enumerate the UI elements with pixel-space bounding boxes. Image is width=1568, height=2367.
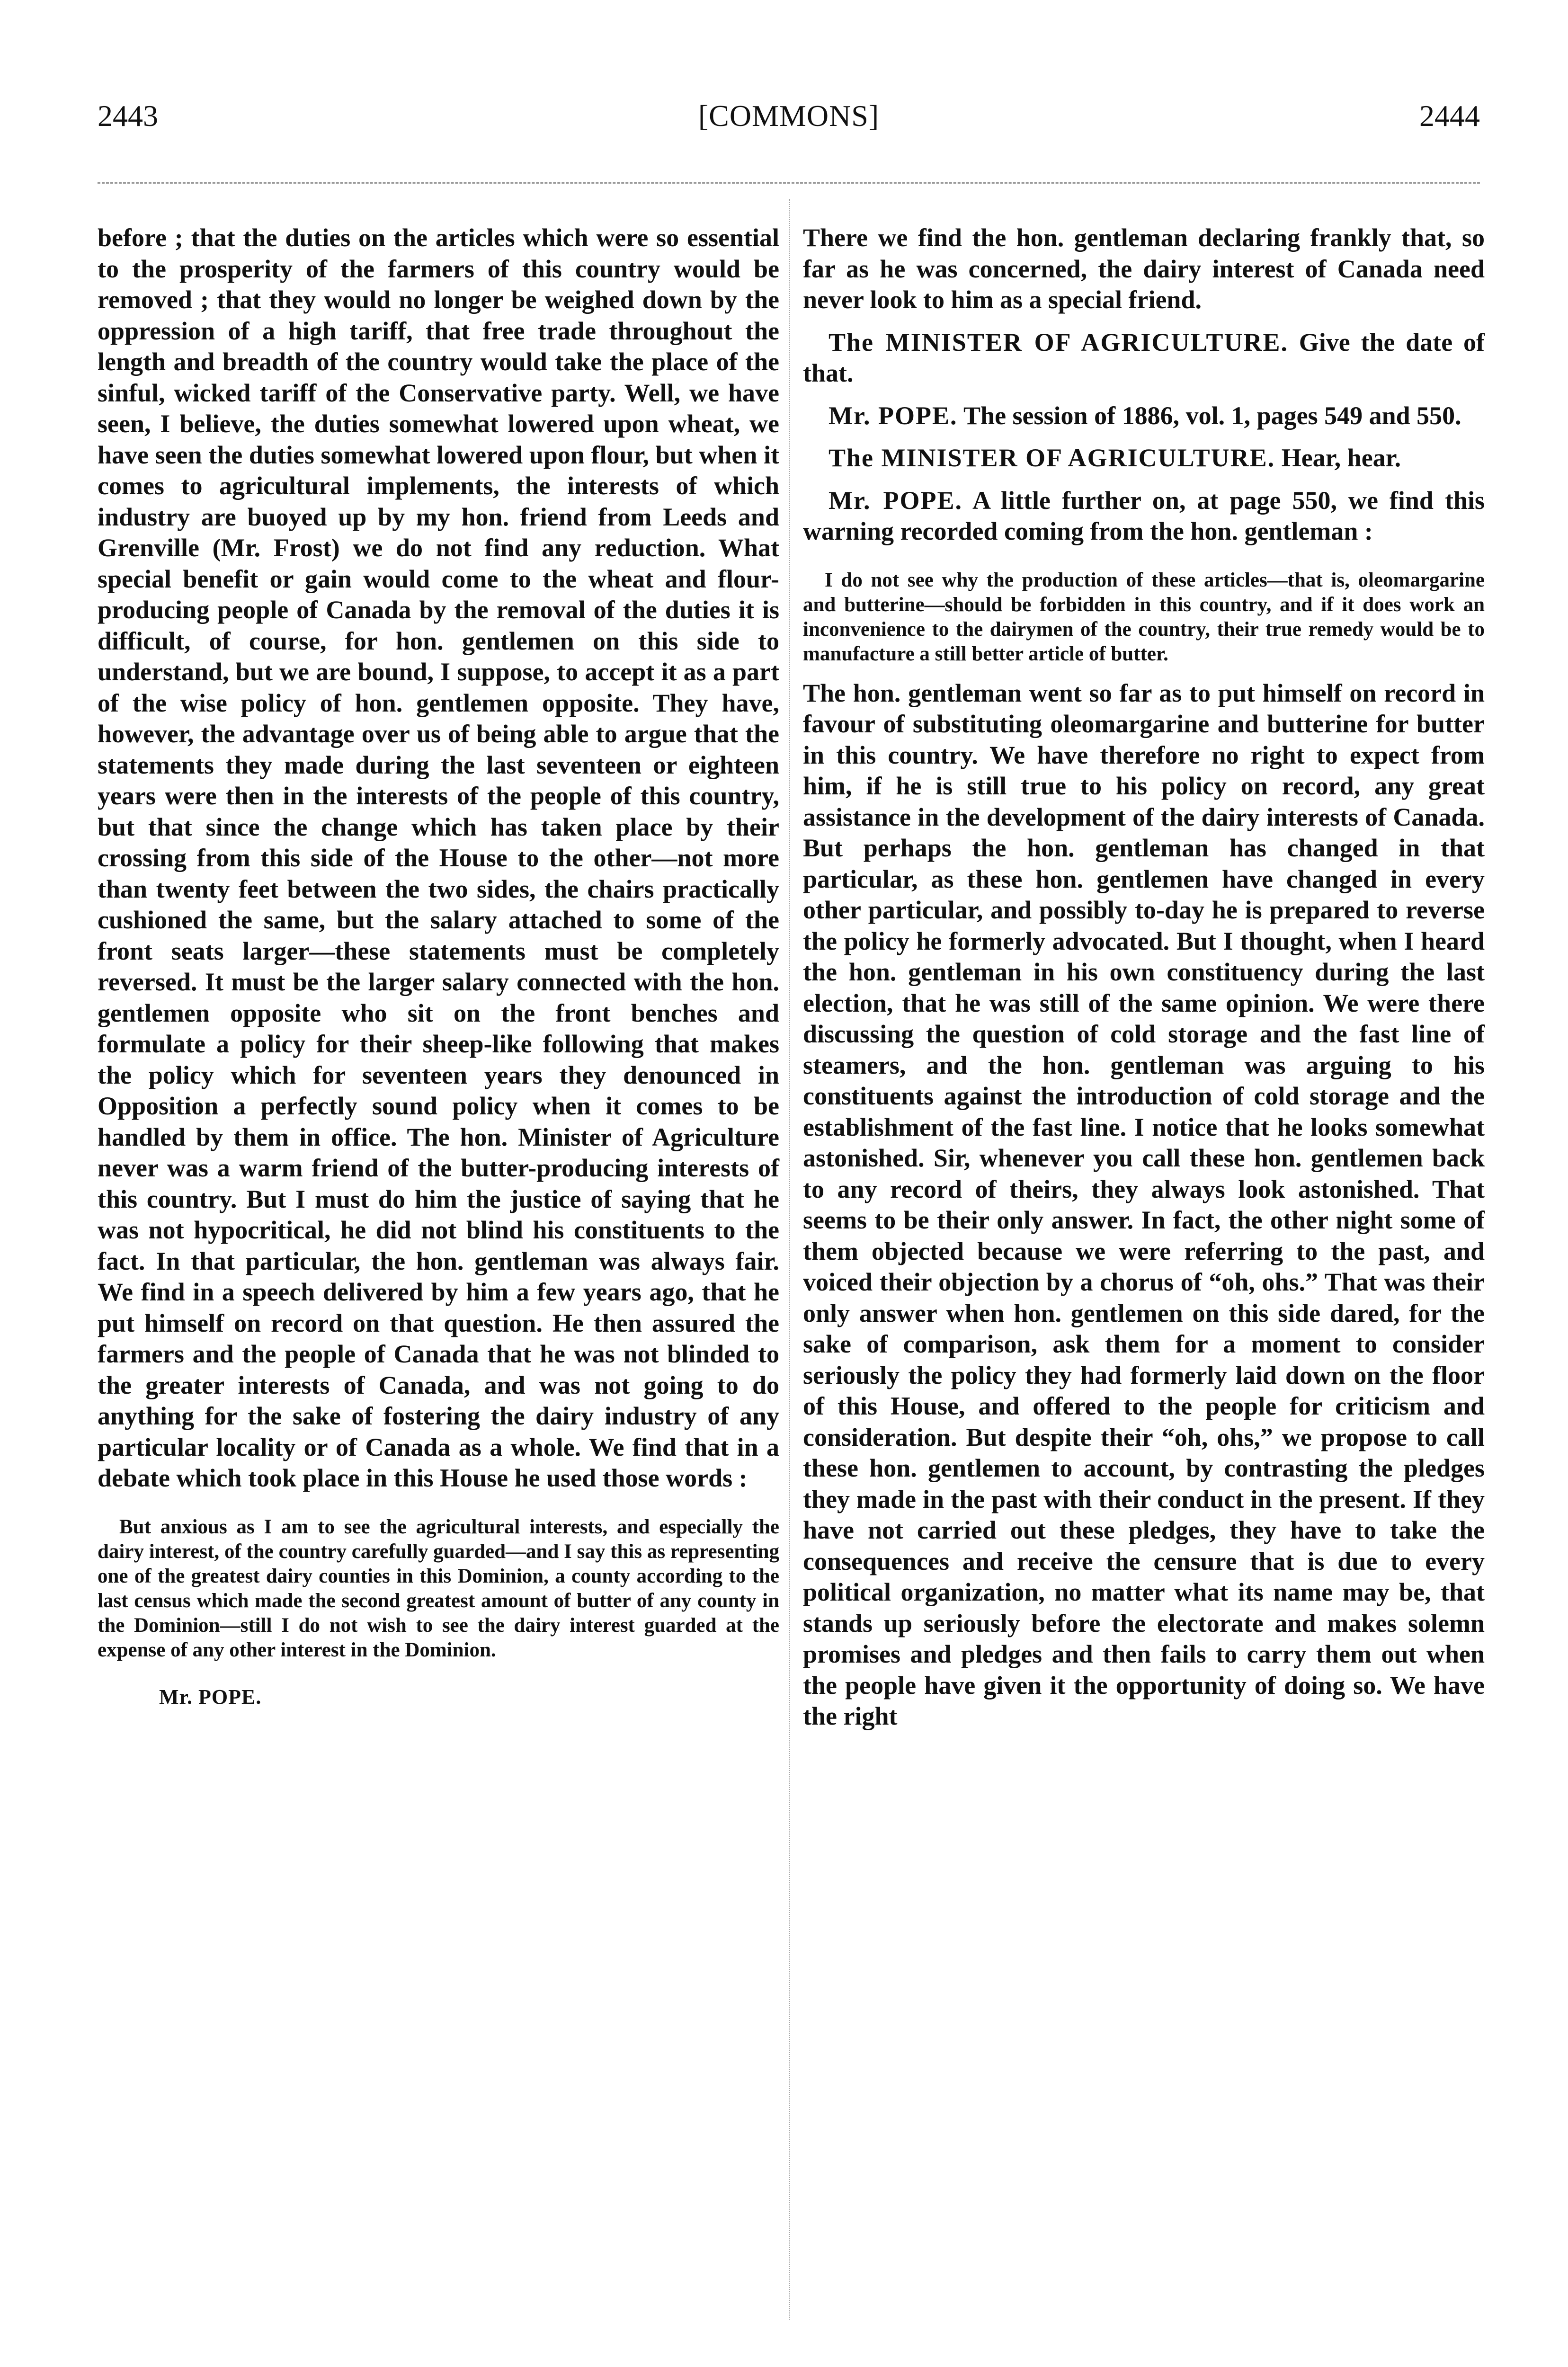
footer-speaker: Mr. POPE. bbox=[159, 1685, 262, 1709]
right-paragraph-1: There we find the hon. gentleman declaring frankly that, so far as he was concerned, the dairy interest of Canada need never look to him as a special friend. bbox=[803, 223, 1485, 314]
exchange-minister-2 bbox=[803, 443, 1485, 474]
running-title: [COMMONS] bbox=[698, 99, 880, 133]
exchange-pope-2 bbox=[803, 485, 1485, 547]
right-quote: I do not see why the production of these articles—that is, oleomargarine and butterine—should be forbidden in this country, and if it does work an inconvenience to the dairymen of the country, their true remedy would be to manufacture a still better article of butter. bbox=[803, 569, 1485, 665]
speech-text: Hear, hear. bbox=[1281, 444, 1401, 472]
speech-text: Give the date of that. bbox=[803, 328, 1485, 387]
page-header bbox=[98, 97, 1480, 135]
right-column bbox=[803, 222, 1485, 1732]
speaker-name: Mr. POPE. bbox=[829, 486, 962, 515]
speech-text: A little further on, at page 550, we find this warning recorded coming from the hon. gentleman : bbox=[803, 486, 1485, 545]
page-number-right: 2444 bbox=[1419, 99, 1480, 133]
speaker-name: The MINISTER OF AGRICULTURE. bbox=[829, 328, 1288, 356]
column-divider bbox=[789, 199, 790, 2320]
exchange-minister-1 bbox=[803, 327, 1485, 389]
speaker-name: Mr. POPE. bbox=[829, 401, 958, 430]
speaker-name: The MINISTER OF AGRICULTURE. bbox=[829, 444, 1275, 472]
left-paragraph-1: before ; that the duties on the articles which were so essential to the prosperity of the farmers of this country would be removed ; that they would no longer be weighed down by the oppression of a high tariff, that free trade throughout the length and breadth of the country would take the place of the sinful, wicked tariff of the Conservative party. Well, we have seen, I believe, the duties somewhat lowered upon wheat, we have seen the duties somewhat lowered upon flour, but when it comes to agricultural implements, the interests of which industry are buoyed up by my hon. friend from Leeds and Grenville (Mr. Frost) we do not find any reduction. What special benefit or gain would come to the wheat and flour-producing people of Canada by the removal of the duties it is difficult, of course, for hon. gentlemen on this side to understand, but we are bound, I suppose, to accept it as a part of the wise policy of hon. gentlemen opposite. They have, however, the advantage over us of being able to argue that the statements they made during the last seventeen or eighteen years were then in the interests of the people of this country, but that since the change which has taken place by their crossing from this side of the House to the other—not more than twenty feet between the two sides, the chairs practically cushioned the same, but the salary attached to some of the front seats larger—these statements must be completely reversed. It must be the larger salary connected with the hon. gentlemen opposite who sit on the front benches and formulate a policy for their sheep-like following that makes the policy which for seventeen years they denounced in Opposition a perfectly sound policy when it comes to be handled by them in office. The hon. Minister of Agriculture never was a warm friend of the butter-producing interests of this country. But I must do him the justice of saying that he was not hypocritical, he did not blind his constituents to the fact. In that particular, the hon. gentleman was always fair. We find in a speech delivered by him a few years ago, that he put himself on record on that question. He then assured the farmers and the people of Canada that he was not blinded to the greater interests of Canada, and was not going to do anything for the sake of fostering the dairy industry of any particular locality or of Canada as a whole. We find that in a debate which took place in this House he used those words : bbox=[98, 223, 779, 1492]
page-number-left: 2443 bbox=[98, 99, 158, 133]
exchange-pope-1 bbox=[803, 400, 1485, 432]
left-quote: But anxious as I am to see the agricultural interests, and especially the dairy interest, of the country carefully guarded—and I say this as representing one of the greatest dairy counties in this Dominion, a county according to the last census which made the second greatest amount of butter of any county in the Dominion—still I do not wish to see the dairy interest guarded at the expense of any other interest in the Dominion. bbox=[98, 1515, 779, 1661]
speech-text: The session of 1886, vol. 1, pages 549 and 550. bbox=[963, 401, 1461, 430]
left-column bbox=[98, 222, 779, 1712]
header-rule bbox=[98, 182, 1480, 184]
right-paragraph-2: The hon. gentleman went so far as to put himself on record in favour of substituting oleomargarine and butterine for butter in this country. We have therefore no right to expect from him, if he is still true to his policy on record, any great assistance in the development of the dairy interests of Canada. But perhaps the hon. gentleman has changed in that particular, as these hon. gentlemen have changed in every other particular, and possibly to-day he is prepared to reverse the policy he formerly advocated. But I thought, when I heard the hon. gentleman in his own constituency during the last election, that he was still of the same opinion. We were there discussing the question of cold storage and the fast line of steamers, and the hon. gentleman was arguing to his constituents against the introduction of cold storage and the establishment of the fast line. I notice that he looks somewhat astonished. Sir, whenever you call these hon. gentlemen back to any record of theirs, they always look astonished. That seems to be their only answer. In fact, the other night some of them objected because we were referring to the past, and voiced their objection by a chorus of “oh, ohs.” That was their only answer when hon. gentlemen on this side dared, for the sake of comparison, ask them for a moment to consider seriously the policy they had formerly laid down on the floor of this House, and offered to the people for criticism and consideration. But despite their “oh, ohs,” we propose to call these hon. gentlemen to account, by contrasting the pledges they made in the past with their conduct in the present. If they have not carried out these pledges, they have to take the consequences and receive the censure that is due to every political organization, no matter what its name may be, that stands up seriously before the electorate and makes solemn promises and pledges and then fails to carry them out when the people have given it the opportunity of doing so. We have the right bbox=[803, 678, 1485, 1730]
